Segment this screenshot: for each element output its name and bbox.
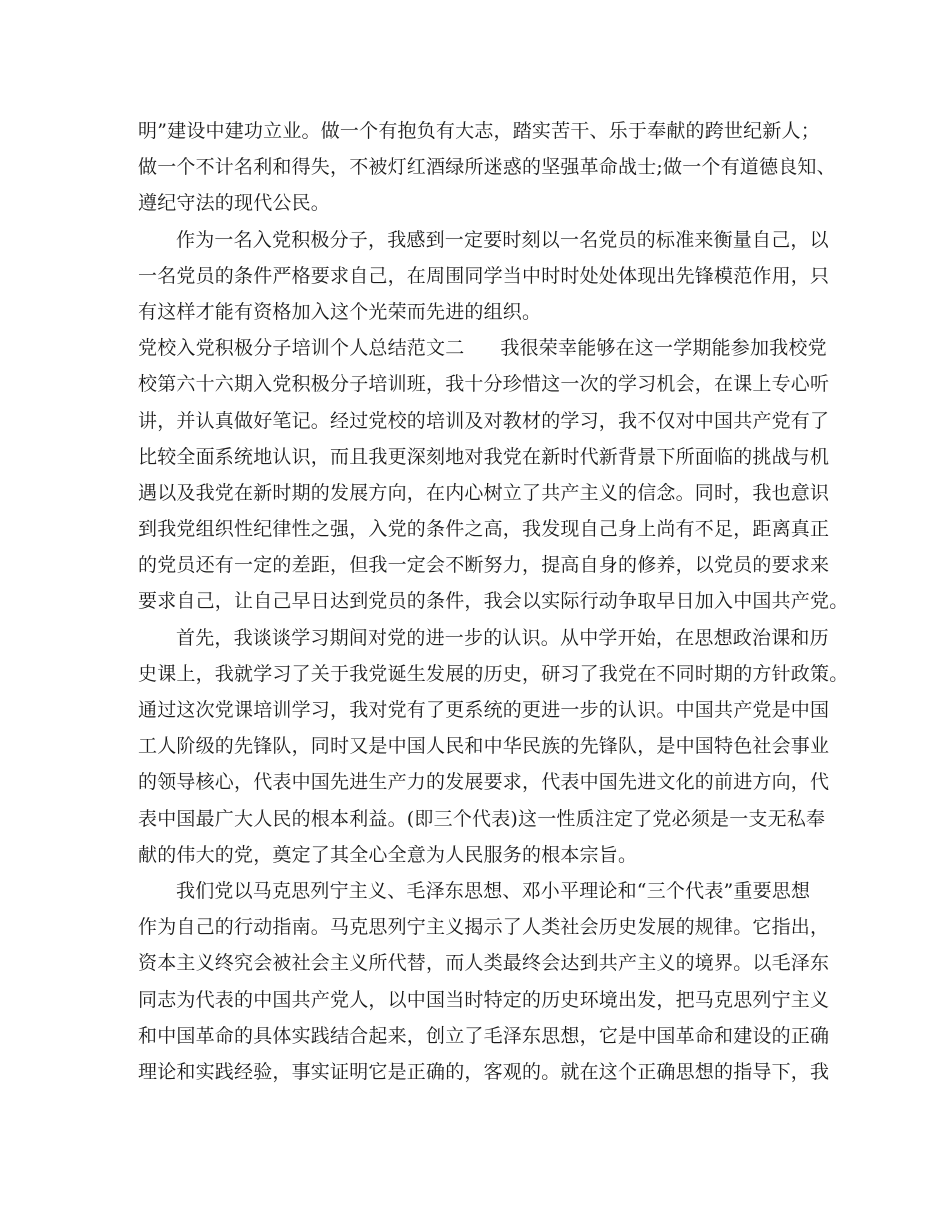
text-line: 明”建设中建功立业。做一个有抱负有大志，踏实苦干、乐于奉献的跨世纪新人；: [138, 120, 820, 142]
text-line: 工人阶级的先锋队，同时又是中国人民和中华民族的先锋队，是中国特色社会事业: [138, 735, 830, 758]
section-title: 党校入党积极分子培训个人总结范文二: [138, 337, 465, 360]
text-line: 作为一名入党积极分子，我感到一定要时刻以一名党员的标准来衡量自己，以: [176, 228, 829, 251]
text-line: 作为自己的行动指南。马克思列宁主义揭示了人类社会历史发展的规律。它指出，: [138, 916, 830, 939]
text-line: 我很荣幸能够在这一学期能参加我校党: [500, 337, 827, 360]
text-line: 同志为代表的中国共产党人，以中国当时特定的历史环境出发，把马克思列宁主义: [138, 988, 830, 1011]
document-body: [138, 113, 849, 1090]
text-line: 的领导核心，代表中国先进生产力的发展要求，代表中国先进文化的前进方向，代: [138, 771, 830, 794]
text-line: 比较全面系统地认识，而且我更深刻地对我党在新时代新背景下所面临的挑战与机: [138, 445, 830, 468]
text-line: 表中国最广大人民的根本利益。(即三个代表)这一性质注定了党必须是一支无私奉: [138, 807, 826, 830]
text-line: 要求自己，让自己早日达到党员的条件，我会以实际行动争取早日加入中国共产党。: [138, 590, 849, 613]
text-line: 我们党以马克思列宁主义、毛泽东思想、邓小平理论和“三个代表”重要思想: [176, 879, 811, 902]
text-line: 首先，我谈谈学习期间对党的进一步的认识。从中学开始，在思想政治课和历: [176, 626, 829, 649]
text-line: 到我党组织性纪律性之强，入党的条件之高，我发现自己身上尚有不足，距离真正: [138, 518, 830, 541]
text-line: 和中国革命的具体实践结合起来，创立了毛泽东思想，它是中国革命和建设的正确: [138, 1024, 830, 1047]
text-line: 通过这次党课培训学习，我对党有了更系统的更进一步的认识。中国共产党是中国: [138, 699, 830, 721]
text-line: 遇以及我党在新时期的发展方向，在内心树立了共产主义的信念。同时，我也意识: [138, 481, 830, 504]
text-line: 遵纪守法的现代公民。: [138, 192, 331, 215]
text-line: 理论和实践经验，事实证明它是正确的，客观的。就在这个正确思想的指导下，我: [138, 1060, 830, 1083]
section-title-line: [138, 330, 827, 366]
text-line: 讲，并认真做好笔记。经过党校的培训及对教材的学习，我不仅对中国共产党有了: [138, 409, 830, 432]
text-line: 校第六十六期入党积极分子培训班，我十分珍惜这一次的学习机会，在课上专心听: [138, 373, 830, 396]
text-line: 有这样才能有资格加入这个光荣而先进的组织。: [138, 300, 542, 323]
text-line: 一名党员的条件严格要求自己，在周围同学当中时时处处体现出先锋模范作用，只: [138, 264, 830, 287]
text-line: 献的伟大的党，奠定了其全心全意为人民服务的根本宗旨。: [138, 843, 638, 866]
text-line: 史课上，我就学习了关于我党诞生发展的历史，研习了我党在不同时期的方针政策。: [138, 662, 849, 685]
text-line: 做一个不计名利和得失，不被灯红酒绿所迷惑的坚强革命战士;做一个有道德良知、: [138, 156, 836, 179]
text-line: 的党员还有一定的差距，但我一定会不断努力，提高自身的修养，以党员的要求来: [138, 554, 830, 577]
text-line: 资本主义终究会被社会主义所代替，而人类最终会达到共产主义的境界。以毛泽东: [138, 952, 830, 975]
